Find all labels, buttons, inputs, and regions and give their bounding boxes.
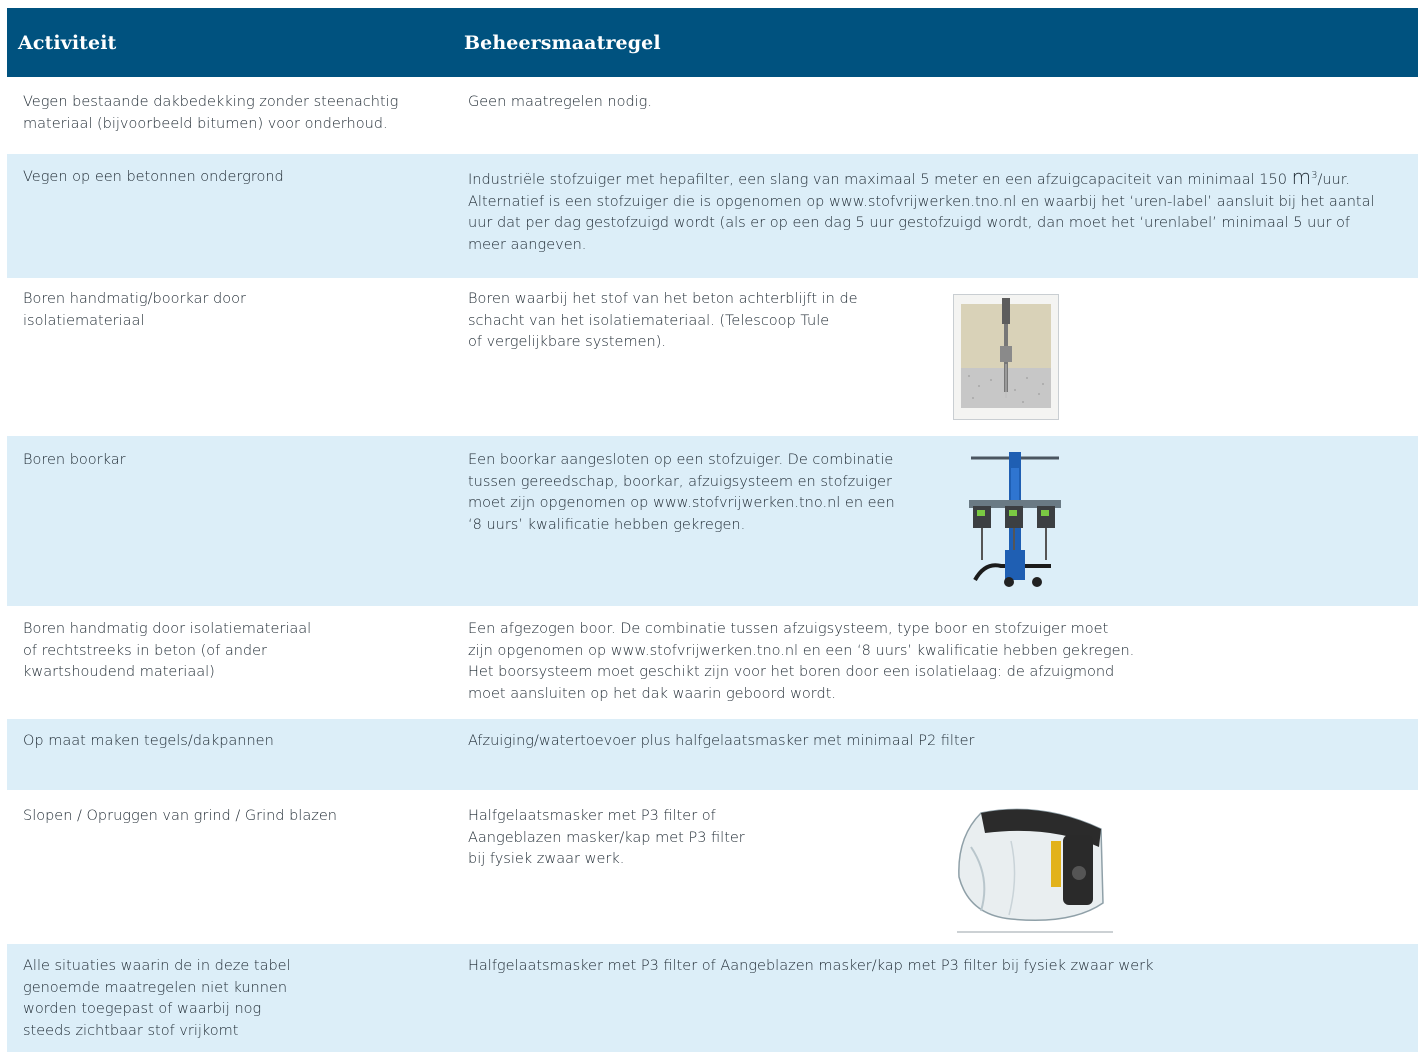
measure-cell: Afzuiging/watertoevoer plus halfgelaatsmasker met minimaal P2 filter [468, 733, 975, 749]
measure-cell: Een afgezogen boor. De combinatie tussen afzuigsysteem, type boor en stofzuiger moet zijn opgenomen op www.stofvrijwerken.tno.nl en een ‘8 uurs’ kwalificatie hebben gekregen. Het boorsysteem moet geschikt zijn voor het boren door een isolatielaag: de afzuigmond moet aansluiten op het dak waarin geboord wordt. [468, 621, 1135, 702]
telescope-drill-illustration [953, 294, 1059, 420]
table-row [7, 77, 1418, 154]
table-row [7, 436, 1418, 606]
activity-cell: Boren boorkar [23, 452, 126, 468]
table-row [7, 719, 1418, 790]
header-activity: Activiteit [18, 32, 117, 54]
table-row [7, 944, 1418, 1052]
superscript: 3 [1311, 170, 1318, 182]
measure-cell: Halfgelaatsmasker met P3 filter of Aangeblazen masker/kap met P3 filter bij fysiek zwaar werk [468, 958, 1154, 974]
activity-cell: Op maat maken tegels/dakpannen [23, 733, 274, 749]
header-measure: Beheersmaatregel [464, 32, 661, 54]
measure-cell [468, 167, 1413, 256]
activity-cell: Alle situaties waarin de in deze tabel genoemde maatregelen niet kunnen worden toegepast of waarbij nog steeds zichtbaar stof vrijkomt [23, 958, 291, 1039]
table-row [7, 606, 1418, 719]
table-header [7, 8, 1418, 77]
activity-cell: Slopen / Opruggen van grind / Grind blazen [23, 808, 337, 824]
measure-text: Alternatief is een stofzuiger die is opgenomen op www.stofvrijwerken.tno.nl en waarbij het ‘uren-label’ aansluit bij het aantal uur dat per dag gestofzuigd wordt (als er op een dag 5 uur gestofzuigd wordt, dan moet het ‘urenlabel’ minimaal 5 uur of meer aangeven. [468, 193, 1375, 253]
measure-text: /uur. [1317, 172, 1350, 188]
activity-cell: Boren handmatig/boorkar door isolatiemateriaal [23, 291, 246, 329]
measure-cell: Een boorkar aangesloten op een stofzuiger. De combinatie tussen gereedschap, boorkar, afzuigsysteem en stofzuiger moet zijn opgenomen op www.stofvrijwerken.tno.nl en een ‘8 uurs’ kwalificatie hebben gekregen. [468, 452, 895, 533]
unit-text: m [1291, 165, 1312, 189]
control-measures-table [7, 8, 1418, 1052]
activity-cell: Vegen bestaande dakbedekking zonder steenachtig materiaal (bijvoorbeeld bitumen) voor onderhoud. [23, 94, 399, 132]
drill-cart-illustration [965, 450, 1065, 590]
activity-cell: Boren handmatig door isolatiemateriaal of rechtstreeks in beton (of ander kwartshoudend materiaal) [23, 621, 312, 681]
measure-text: Industriële stofzuiger met hepafilter, een slang van maximaal 5 meter en een afzuigcapaciteit van minimaal 150 [468, 172, 1292, 188]
table-row [7, 154, 1418, 278]
activity-cell: Vegen op een betonnen ondergrond [23, 169, 284, 185]
measure-cell: Boren waarbij het stof van het beton achterblijft in de schacht van het isolatiemateriaal. (Telescoop Tule of vergelijkbare systemen). [468, 291, 858, 351]
face-shield-illustration [951, 807, 1113, 933]
table-row [7, 790, 1418, 944]
measure-cell: Halfgelaatsmasker met P3 filter of Aangeblazen masker/kap met P3 filter bij fysiek zwaar werk. [468, 808, 745, 868]
measure-cell: Geen maatregelen nodig. [468, 94, 652, 110]
table-row [7, 278, 1418, 436]
